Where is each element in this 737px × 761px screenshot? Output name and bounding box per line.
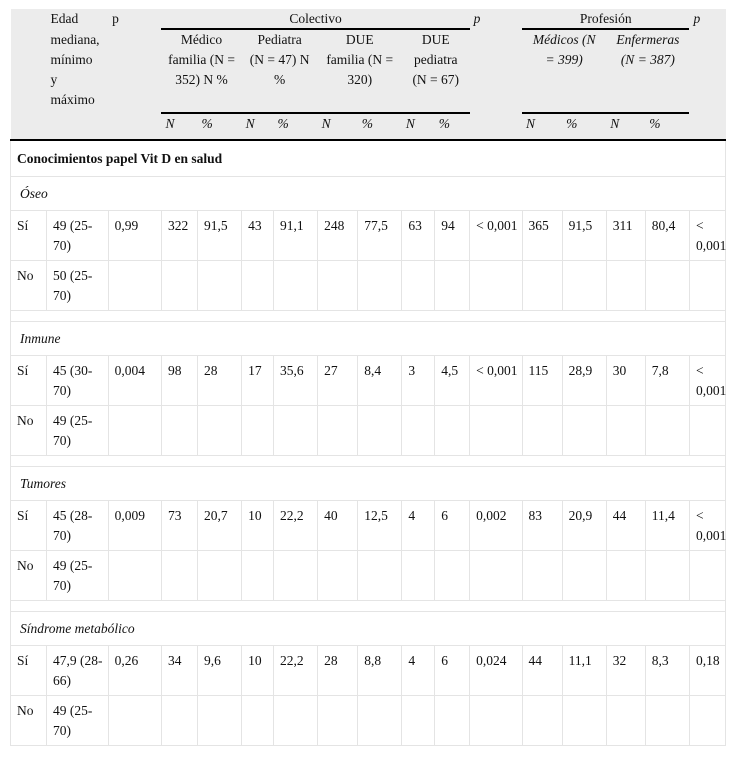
p-header-colectivo: p [470, 9, 522, 30]
table-row: No 49 (25-70) [11, 551, 726, 601]
table-row: No 49 (25-70) [11, 696, 726, 746]
p-header-profesion: p [689, 9, 725, 30]
pediatra-header: Pediatra (N = 47) N % [242, 30, 318, 114]
n-header: N [242, 114, 274, 140]
edad-sub-header: mediana, mínimo y máximo [46, 30, 108, 114]
p-header-edad: p [108, 9, 161, 30]
table-row: Sí 45 (28-70) 0,009 73 20,7 10 22,2 40 12,5 4 6 0,002 83 20,9 44 11,4 < 0,001 [11, 501, 726, 551]
group-name: Síndrome metabólico [11, 612, 726, 646]
table-row: Sí 47,9 (28-66) 0,26 34 9,6 10 22,2 28 8,8 4 6 0,024 44 11,1 32 8,3 0,18 [11, 646, 726, 696]
pct-header: % [197, 114, 241, 140]
n-header: N [161, 114, 197, 140]
pct-header: % [273, 114, 317, 140]
group-row [11, 177, 726, 211]
group-row [11, 322, 726, 356]
header-row-groups [11, 30, 726, 114]
pct-header: % [435, 114, 470, 140]
vitd-knowledge-table [10, 9, 726, 746]
group-row [11, 467, 726, 501]
n-header: N [318, 114, 358, 140]
group-name: Inmune [11, 322, 726, 356]
group-name: Tumores [11, 467, 726, 501]
due-familia-header: DUE familia (N = 320) [318, 30, 402, 114]
table-row: No 49 (25-70) [11, 406, 726, 456]
medico-familia-header: Médico familia (N = 352) N % [161, 30, 241, 114]
due-pediatra-header: DUE pediatra (N = 67) [402, 30, 470, 114]
table-row: Sí 49 (25-70) 0,99 322 91,5 43 91,1 248 77,5 63 94 < 0,001 365 91,5 311 80,4 < 0,001 [11, 211, 726, 261]
vitd-knowledge-table-container [10, 9, 726, 746]
medicos-header: Médicos (N = 399) [522, 30, 606, 114]
table-header [11, 9, 726, 140]
colectivo-header: Colectivo [161, 9, 469, 30]
n-header: N [522, 114, 562, 140]
edad-header: Edad [46, 9, 108, 30]
profesion-header: Profesión [522, 9, 689, 30]
header-row-n-pct [11, 114, 726, 140]
group-name: Óseo [11, 177, 726, 211]
table-body [11, 140, 726, 746]
table-row: Sí 45 (30-70) 0,004 98 28 17 35,6 27 8,4 3 4,5 < 0,001 115 28,9 30 7,8 < 0,001 [11, 356, 726, 406]
n-header: N [606, 114, 645, 140]
n-header: N [402, 114, 435, 140]
section-row [11, 140, 726, 177]
pct-header: % [358, 114, 402, 140]
header-row-top [11, 9, 726, 30]
enfermeras-header: Enfermeras (N = 387) [606, 30, 689, 114]
table-row: No 50 (25-70) [11, 261, 726, 311]
pct-header: % [562, 114, 606, 140]
section-title: Conocimientos papel Vit D en salud [11, 140, 726, 177]
pct-header: % [645, 114, 689, 140]
group-row [11, 612, 726, 646]
